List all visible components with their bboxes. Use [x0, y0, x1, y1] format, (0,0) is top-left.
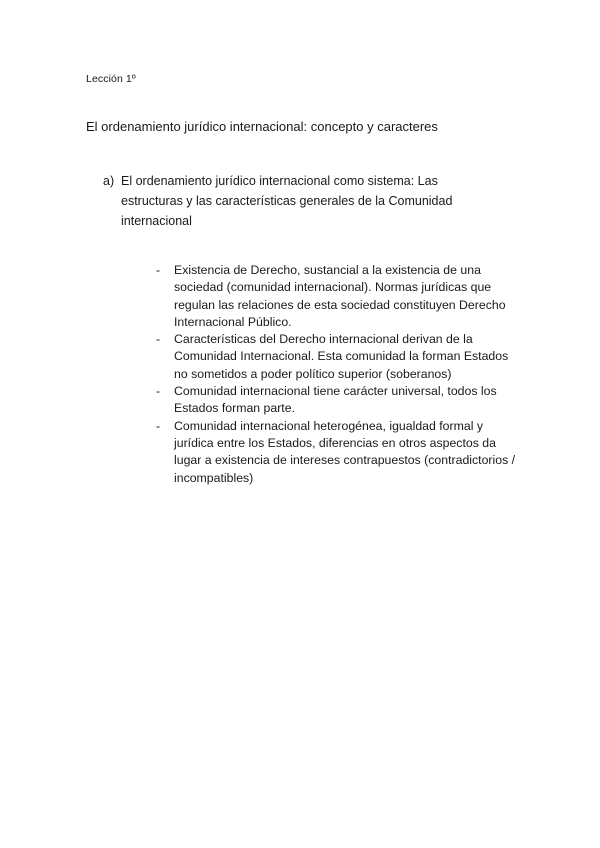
lesson-label: Lección 1º — [86, 73, 136, 85]
bullet-text: Características del Derecho internacional derivan de la Comunidad Internacional. Esta comunidad la forman Estados no sometidos a poder político superior (soberanos) — [174, 332, 509, 381]
bullet-dash: - — [156, 332, 161, 347]
bullet-dash: - — [156, 384, 161, 399]
list-item — [156, 383, 516, 418]
bullet-dash: - — [156, 418, 161, 433]
bullet-dash: - — [156, 263, 161, 277]
document-title: El ordenamiento jurídico internacional: concepto y caracteres — [86, 119, 438, 134]
section-marker: a) — [103, 174, 115, 188]
bullet-text: Comunidad internacional heterogénea, igualdad formal y jurídica entre los Estados, diferencias en otros aspectos da lugar a existencia de intereses contrapuestos (contradictorios / incompatibles) — [174, 418, 516, 485]
list-item — [156, 418, 516, 487]
list-item — [156, 331, 516, 383]
list-item — [156, 262, 516, 331]
section-heading: El ordenamiento jurídico internacional como sistema: Las estructuras y las características generales de la Comunidad internacional — [121, 174, 453, 228]
bullet-list — [156, 262, 516, 487]
section-a — [103, 171, 483, 231]
bullet-text: Existencia de Derecho, sustancial a la existencia de una sociedad (comunidad internacional). Normas jurídicas que regulan las relaciones de esta sociedad constituyen Derecho Internacional Público. — [174, 263, 506, 329]
bullet-text: Comunidad internacional tiene carácter universal, todos los Estados forman parte. — [174, 384, 497, 416]
